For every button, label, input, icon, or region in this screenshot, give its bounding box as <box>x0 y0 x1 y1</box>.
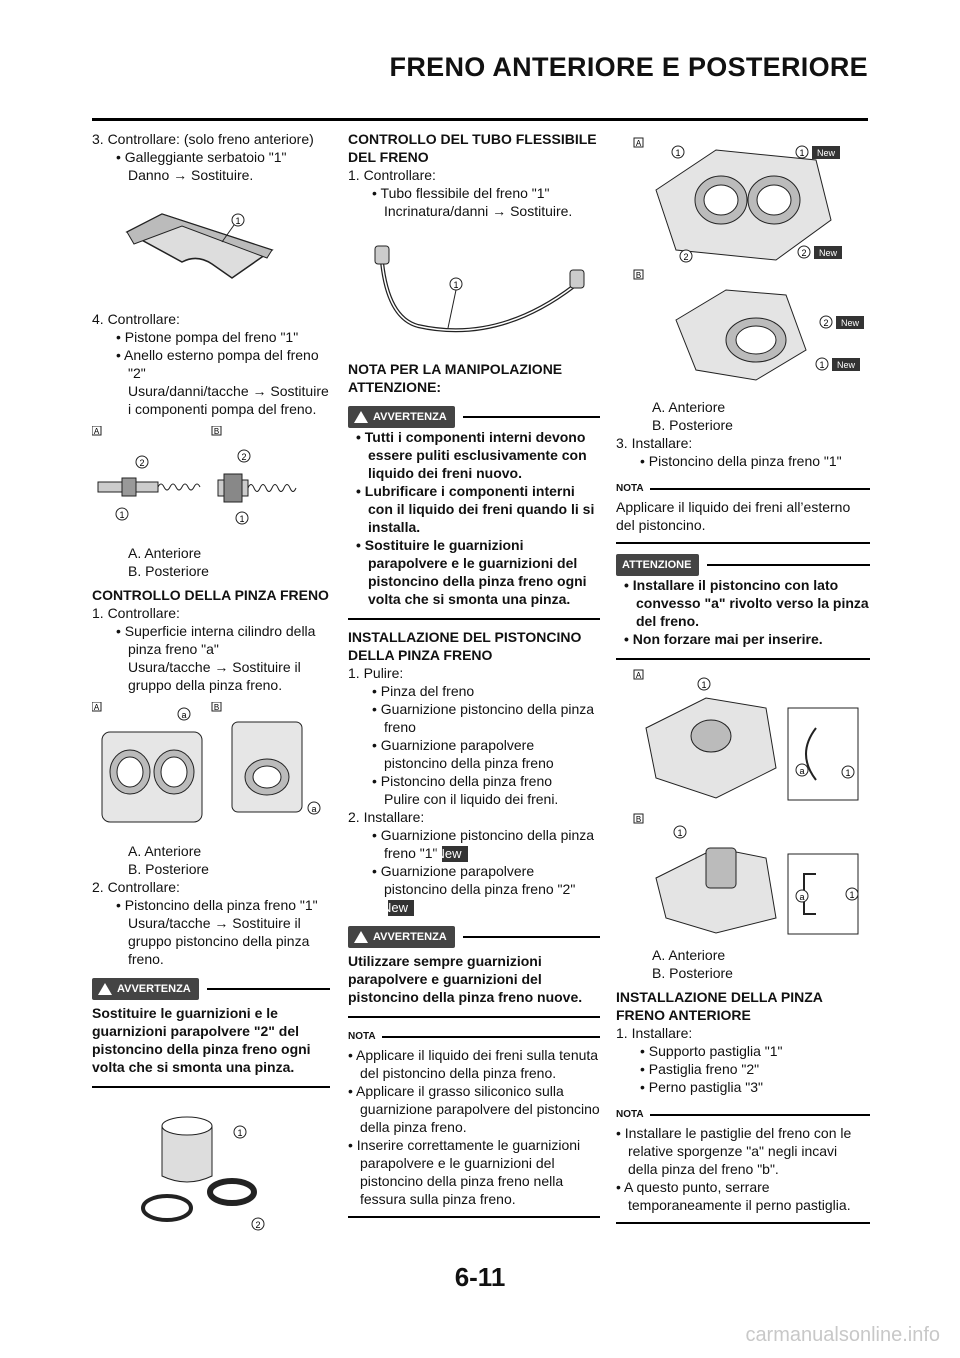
callout-1: 1 <box>239 514 245 524</box>
new-badge: New <box>388 900 414 916</box>
callout-1: 1 <box>849 890 855 900</box>
pinza-step-2: 2. Controllare: <box>92 879 180 895</box>
brake-hose-figure <box>348 228 600 352</box>
inst-bullet-2: • Guarnizione pistoncino della pinza freno <box>372 701 595 735</box>
section-inst-heading: INSTALLAZIONE DEL PISTONCINO DELLA PINZA FRENO <box>348 629 582 663</box>
inst2-bullet-2: • Guarnizione parapolvere pistoncino della pinza freno "2"New <box>372 863 576 915</box>
section-pinza-install-heading: INSTALLAZIONE DELLA PINZA FRENO ANTERIORE <box>616 989 823 1023</box>
nota-bullet-1: • Applicare il liquido dei freni sulla tenuta del pistoncino della pinza freno. <box>348 1047 599 1081</box>
new-badge: New <box>818 248 838 258</box>
nota-label: NOTA <box>348 1031 376 1042</box>
new-badge: New <box>836 360 856 370</box>
nota-bar <box>348 1028 600 1046</box>
callout-a: a <box>181 710 187 720</box>
callout-a: a <box>799 766 805 776</box>
nota2-bullet-2: • A questo punto, serrare temporaneamente il perno pastiglia. <box>616 1179 851 1213</box>
step-4-bullet-1: • Pistone pompa del freno "1" <box>116 329 299 345</box>
step-3-bullet: • Galleggiante serbatoio "1" <box>116 149 287 165</box>
tubo-bullet-1: • Tubo flessibile del freno "1" <box>372 185 550 201</box>
warning-text: Sostituire le guarnizioni e le guarnizioni parapolvere "2" del pistoncino della pinza freno ogni volta che si smonta una pinza. <box>92 1005 311 1075</box>
caution-box <box>616 554 870 660</box>
label-b-box: B <box>213 427 220 436</box>
callout-2: 2 <box>683 252 689 262</box>
callout-2: 2 <box>823 318 829 328</box>
caption2-b: B. Posteriore <box>128 861 209 877</box>
label-a-box: A <box>635 139 642 148</box>
step-3-note: Danno → Sostituire. <box>128 167 254 183</box>
warning-box-3 <box>348 926 600 1018</box>
column-1 <box>92 130 330 1244</box>
column-3 <box>616 130 870 1232</box>
caption2-a: A. Anteriore <box>652 947 726 963</box>
warning-bullet-1: • Tutti i componenti interni devono essere puliti esclusivamente con liquido dei freni nuovo. <box>356 429 587 481</box>
callout-1: 1 <box>453 280 459 290</box>
label-a-box: A <box>93 703 100 712</box>
pinza-install-step-1: 1. Installare: <box>616 1025 693 1041</box>
caption-b: B. Posteriore <box>652 417 733 433</box>
nota-label: NOTA <box>616 1109 644 1120</box>
inst-bullet-4: • Pistoncino della pinza freno <box>372 773 553 789</box>
callout-2: 2 <box>139 458 145 468</box>
callout-1: 1 <box>819 360 825 370</box>
pinza-note-2: Usura/tacche → Sostituire il gruppo pistoncino della pinza freno. <box>128 915 310 967</box>
nota-label: NOTA <box>616 483 644 494</box>
callout-1: 1 <box>675 148 681 158</box>
pinza-bullet-1: • Superficie interna cilindro della pinza freno "a" <box>116 623 316 657</box>
warning-box <box>92 978 330 1088</box>
page-title: FRENO ANTERIORE E POSTERIORE <box>389 52 868 82</box>
inst-bullet-3: • Guarnizione parapolvere pistoncino della pinza freno <box>372 737 554 771</box>
step-4-bullet-2: • Anello esterno pompa del freno "2" <box>116 347 319 381</box>
new-badge: New <box>442 846 468 862</box>
warning-label: AVVERTENZA <box>92 978 199 1000</box>
caliper-cylinder-figure <box>92 702 330 834</box>
label-b-box: B <box>635 815 642 824</box>
callout-1: 1 <box>677 828 683 838</box>
label-a-box: A <box>93 427 100 436</box>
pinza-note-1: Usura/tacche → Sostituire il gruppo della pinza freno. <box>128 659 301 693</box>
inst-step-2: 2. Installare: <box>348 809 425 825</box>
watermark: carmanualsonline.info <box>745 1324 940 1346</box>
nota-bullet-2: • Applicare il grasso siliconico sulla guarnizione parapolvere del pistoncino della pinza freno. <box>348 1083 600 1135</box>
callout-2: 2 <box>241 452 247 462</box>
pinza-install-bullet-3: • Perno pastiglia "3" <box>640 1079 764 1095</box>
step-3-install: 3. Installare: <box>616 435 693 451</box>
label-a-box: A <box>635 671 642 680</box>
tubo-step-1: 1. Controllare: <box>348 167 436 183</box>
warning-icon <box>98 983 112 995</box>
callout-1: 1 <box>235 216 241 226</box>
pinza-step-1: 1. Controllare: <box>92 605 180 621</box>
section-tubo-heading: CONTROLLO DEL TUBO FLESSIBILE DEL FRENO <box>348 131 597 165</box>
piston-install-figure <box>616 668 870 938</box>
step-3-install-bullet: • Pistoncino della pinza freno "1" <box>640 453 842 469</box>
callout-1: 1 <box>119 510 125 520</box>
callout-a: a <box>799 892 805 902</box>
callout-2: 2 <box>255 1220 261 1230</box>
warning-label: AVVERTENZA <box>348 926 455 948</box>
step-4-note: Usura/danni/tacche → Sostituire i componenti pompa del freno. <box>128 383 329 417</box>
warning-text: Utilizzare sempre guarnizioni parapolvere e guarnizioni del pistoncino della pinza freno nuove. <box>348 953 583 1005</box>
caption2-b: B. Posteriore <box>652 965 733 981</box>
master-piston-figure <box>92 426 330 536</box>
nota-bar-2 <box>616 1106 870 1124</box>
callout-1: 1 <box>701 680 707 690</box>
section-pinza-heading: CONTROLLO DELLA PINZA FRENO <box>92 587 329 603</box>
nota-bullet-3: • Inserire correttamente le guarnizioni parapolvere e le guarnizioni del pistoncino della pinza freno nella fessura sulla pinza freno. <box>348 1137 581 1207</box>
warning-icon <box>354 931 368 943</box>
caption2-a: A. Anteriore <box>128 843 202 859</box>
warning-box-2 <box>348 406 600 620</box>
caption-a: A. Anteriore <box>652 399 726 415</box>
new-badge: New <box>816 148 836 158</box>
column-2 <box>348 130 600 1226</box>
step-3-title: 3. Controllare: (solo freno anteriore) <box>92 131 314 147</box>
pinza-install-bullet-2: • Pastiglia freno "2" <box>640 1061 760 1077</box>
warning-icon <box>354 411 368 423</box>
step-4-title: 4. Controllare: <box>92 311 180 327</box>
tubo-note-1: Incrinatura/danni → Sostituire. <box>384 203 573 219</box>
callout-1: 1 <box>845 768 851 778</box>
caliper-front-figure <box>616 130 870 390</box>
caution-bullet-2: • Non forzare mai per inserire. <box>624 631 823 647</box>
pinza-bullet-2: • Pistoncino della pinza freno "1" <box>116 897 318 913</box>
nota-bar <box>616 480 870 498</box>
warning-bullet-3: • Sostituire le guarnizioni parapolvere e le guarnizioni del pistoncino della pinza freno ogni volta che si smonta una pinza. <box>356 537 587 607</box>
caution-bullet-1: • Installare il pistoncino con lato convesso "a" rivolto verso la pinza del freno. <box>624 577 869 629</box>
caption-b: B. Posteriore <box>128 563 209 579</box>
inst-bullet-1: • Pinza del freno <box>372 683 475 699</box>
reservoir-float-figure <box>92 192 330 302</box>
callout-a: a <box>311 804 317 814</box>
header-rule <box>92 118 868 121</box>
inst-step-1: 1. Pulire: <box>348 665 404 681</box>
label-b-box: B <box>213 703 220 712</box>
callout-2: 2 <box>801 248 807 258</box>
inst2-bullet-1: • Guarnizione pistoncino della pinza freno "1"New <box>372 827 595 861</box>
callout-1: 1 <box>237 1128 243 1138</box>
nota-text: Applicare il liquido dei freni all’esterno del pistoncino. <box>616 499 851 533</box>
caution-label: ATTENZIONE <box>616 554 699 576</box>
callout-1: 1 <box>799 148 805 158</box>
inst-note-4: Pulire con il liquido dei freni. <box>384 791 559 807</box>
new-badge: New <box>840 318 860 328</box>
piston-seals-figure <box>92 1096 330 1236</box>
label-b-box: B <box>635 271 642 280</box>
warning-label: AVVERTENZA <box>348 406 455 428</box>
nota2-bullet-1: • Installare le pastiglie del freno con le relative sporgenze "a" negli incavi della pinza del freno "b". <box>616 1125 852 1177</box>
page-number: 6-11 <box>454 1262 506 1292</box>
caption-a: A. Anteriore <box>128 545 202 561</box>
section-nota-heading: NOTA PER LA MANIPOLAZIONE ATTENZIONE: <box>348 361 563 395</box>
pinza-install-bullet-1: • Supporto pastiglia "1" <box>640 1043 783 1059</box>
warning-bullet-2: • Lubrificare i componenti interni con il liquido dei freni quando li si installa. <box>356 483 595 535</box>
